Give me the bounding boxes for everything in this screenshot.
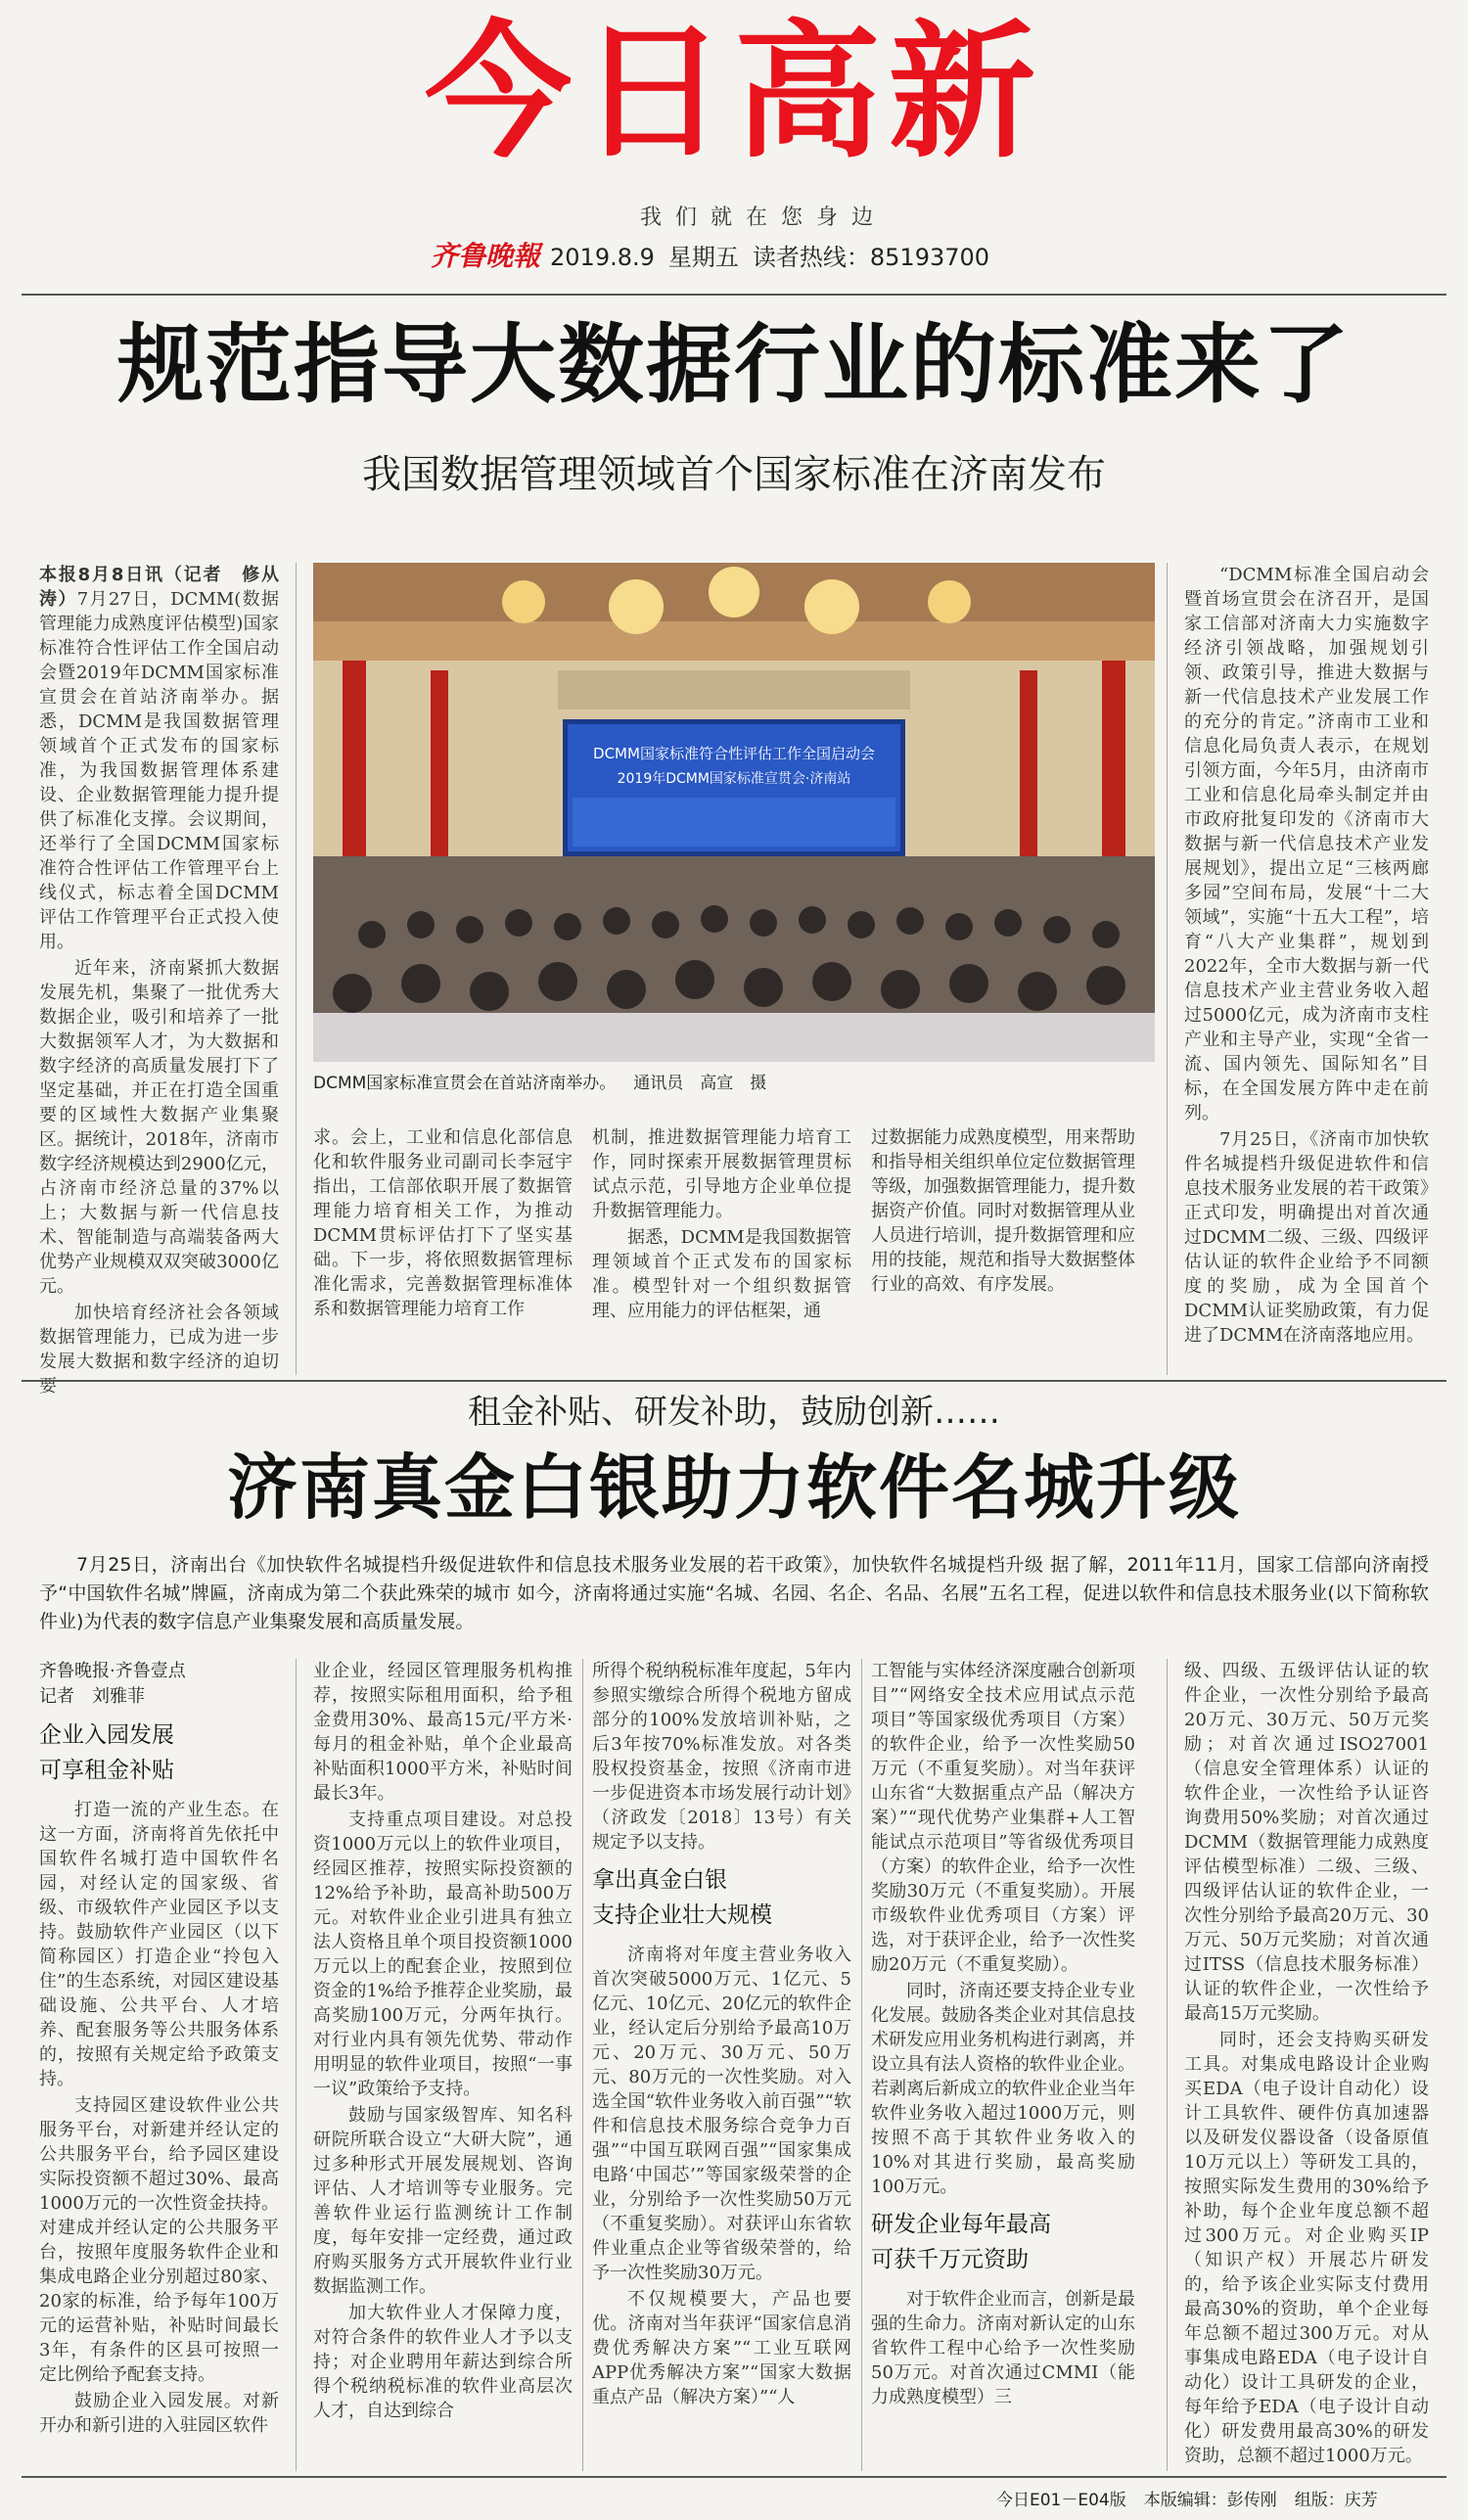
story1-photo [313,563,1155,1062]
story2-paragraph: 业企业，经园区管理服务机构推荐，按照实际租用面积，给予租金费用30%、最高15元/平方米·每月的租金补贴，单个企业最高补贴面积1000平方米，补贴时间最长3年。 [313,1661,573,1804]
masthead-slogan: 我们就在您身边 [639,206,887,230]
story2-column-2 [313,1659,573,2471]
page-footer [979,2486,1448,2510]
masthead-rule [22,294,1446,296]
story2-paragraph: 加大软件业人才保障力度，对符合条件的软件业人才予以支持；对企业聘用年薪达到综合所得个税纳税标准的软件业高层次人才，自达到综合 [313,2303,573,2421]
column-divider [861,1659,862,2471]
story-separator [22,1380,1446,1382]
story1-subheadline: 我国数据管理领域首个国家标准在济南发布 [362,452,1106,497]
screen-line-2: 2019年DCMM国家标准宣贯会·济南站 [617,771,851,787]
story1-paragraph: 近年来，济南紧抓大数据发展先机，集聚了一批优秀大数据企业，吸引和培养了一批大数据领军人才，为大数据和数字经济的高质量发展打下了坚定基础，并正在打造全国重要的区域性大数据产业集聚区。据统计，2018年，济南市数字经济规模达到2900亿元，占济南市经济总量的37%以上；大数据与新一代信息技术、智能制造与高端装备两大优势产业规模双双突破3000亿元。 [39,958,279,1297]
story1-paragraph: “DCMM标准全国启动会暨首场宣贯会在济召开，是国家工信部对济南大力实施数字经济引领战略，加强规划引领、政策引导，推进大数据与新一代信息技术产业发展工作的充分的肯定。”济南市工业和信息化局负责人表示，在规划引领方面，今年5月，由济南市工业和信息化局牵头制定并由市政府批复印发的《济南市大数据与新一代信息技术产业发展规划》，提出立足“三核两廊多园”空间布局，发展“十二大领域”，实施“十五大工程”，培育“八大产业集群”，规划到2022年，全市大数据与新一代信息技术产业主营业务收入超过5000亿元，成为济南市支柱产业和主导产业，实现“全省一流、国内领先、国际知名”目标，在全国发展方阵中走在前列。 [1184,565,1429,1123]
reader-hotline: 读者热线：85193700 [752,244,990,271]
column-divider [582,1659,583,2471]
column-divider [296,1659,297,2471]
story2-headline: 济南真金白银助力软件名城升级 [226,1446,1241,1529]
story2-column-3 [592,1659,851,2471]
story2-paragraph: 济南将对年度主营业务收入首次突破5000万元、1亿元、5亿元、10亿元、20亿元的软件企业，经认定后分别给予最高10万元、20万元、30万元、50万元、80万元的一次性奖励。对入选全国“软件业务收入前百强”“软件和信息技术服务综合竞争力百强”“中国互联网百强”“国家集成电路‘中国芯’”等国家级荣誉的企业，分别给予一次性奖励50万元（不重复奖励）。对获评山东省软件业重点企业等省级荣誉的，给予一次性奖励30万元。 [592,1945,851,2283]
story2-column-5 [1184,1659,1429,2471]
issue-weekday: 星期五 [667,244,739,271]
story1-column-1 [39,563,279,1397]
story1-column-2 [313,1125,573,1375]
story2-paragraph: 鼓励与国家级智库、知名科研院所联合设立“大研大院”，通过多种形式开展发展规划、咨询评估、人才培训等专业服务。完善软件业运行监测统计工作制度，每年安排一定经费，通过政府购买服务方式开展软件业行业数据监测工作。 [313,2105,573,2297]
footer-section: 今日E01－E04版 [996,2491,1126,2510]
story2-paragraph: 同时，还会支持购买研发工具。对集成电路设计企业购买EDA（电子设计自动化）设计工具软件、硬件仿真加速器以及研发仪器设备（设备原值10万元以上）等研发工具的，按照实际发生费用的30%给予补助，每个企业年度总额不超过300万元。对企业购买IP（知识产权）开展芯片研发的，给予该企业实际支付费用最高30%的资助，单个企业每年总额不超过300万元。对从事集成电路EDA（电子设计自动化）设计工具研发的企业，每年给予EDA（电子设计自动化）研发费用最高30%的研发资助，总额不超过1000万元。 [1184,2030,1429,2466]
story1-paragraph: 机制，推进数据管理能力培育工作，同时探索开展数据管理贯标试点示范，引导地方企业单位提升数据管理能力。 [592,1127,851,1221]
story1-paragraph: 求。会上，工业和信息化部信息化和软件服务业司副司长李冠宇指出，工信部依职开展了数据管理能力培育相关工作，为推动DCMM贯标评估打下了坚实基础。下一步，将依照数据管理标准化需求，完善数据管理标准体系和数据管理能力培育工作 [313,1127,573,1319]
story2-subhead-rent: 企业入园发展 可享租金补贴 [39,1722,174,1783]
story2-paragraph: 所得个税纳税标准年度起，5年内参照实缴综合所得个税地方留成部分的100%发放培训补贴，之后3年按70%标准发放。对各类股权投资基金，按照《济南市进一步促进资本市场发展行动计划》（济政发〔2018〕13号）有关规定予以支持。 [592,1661,851,1853]
screen-line-1: DCMM国家标准符合性评估工作全国启动会 [593,745,875,762]
footer-layout: 组版：庆芳 [1294,2491,1378,2510]
story2-paragraph: 级、四级、五级评估认证的软件企业，一次性分别给予最高20万元、30万元、50万元奖励；对首次通过ISO27001（信息安全管理体系）认证的软件企业，一次性给予认证咨询费用50%奖励；对首次通过DCMM（数据管理能力成熟度评估模型标准）二级、三级、四级评估认证的软件企业，一次性分别给予最高20万元、30万元、50万元奖励；对首次通过ITSS（信息技术服务标准）认证的软件企业，一次性给予最高15万元奖励。 [1184,1661,1429,2024]
story2-subhead-scale: 拿出真金白银 支持企业壮大规模 [592,1867,772,1928]
story1-column-3 [592,1125,851,1375]
column-divider [1167,563,1168,1375]
story2-paragraph: 支持重点项目建设。对总投资1000万元以上的软件业项目，经园区推荐，按照实际投资额的12%给予补助，最高补助500万元。对软件业企业引进具有独立法人资格且单个项目投资额1000万元以上的配套企业，按照到位资金的1%给予推荐企业奖励，最高奖励100万元，分两年执行。对行业内具有领先优势、带动作用明显的软件业项目，按照“一事一议”政策给予支持。 [313,1810,573,2099]
footer-editor: 本版编辑：彭传刚 [1143,2491,1277,2510]
masthead-dateline [431,235,1174,274]
story1-column-4 [871,1125,1135,1375]
story2-paragraph: 不仅规模要大，产品也要优。济南对当年获评“国家信息消费优秀解决方案”“工业互联网APP优秀解决方案”“国家大数据重点产品（解决方案）”“人 [592,2289,851,2407]
story1-column-5 [1184,563,1429,1375]
photo-caption: DCMM国家标准宣贯会在首站济南举办。 通讯员 高宣 摄 [313,1074,767,1093]
story2-subhead-rd: 研发企业每年最高 可获千万元资助 [871,2212,1051,2272]
story2-column-4 [871,1659,1135,2471]
story2-byline: 齐鲁晚报·齐鲁壹点 记者 刘雅菲 [39,1661,186,1707]
story2-pre-headline: 租金补贴、研发补助，鼓励创新…… [468,1393,1000,1432]
paper-name: 齐鲁晚報 [431,240,541,272]
story2-column-1 [39,1659,279,2471]
masthead-title: 今日高新 [424,8,1043,178]
story2-paragraph: 同时，济南还要支持企业专业化发展。鼓励各类企业对其信息技术研发应用业务机构进行剥离，并设立具有法人资格的软件业企业。若剥离后新成立的软件业企业当年软件业务收入超过1000万元，则按照不高于其软件业务收入的10%对其进行奖励，最高奖励100万元。 [871,1981,1135,2197]
story2-paragraph: 工智能与实体经济深度融合创新项目”“网络安全技术应用试点示范项目”等国家级优秀项目（方案）的软件企业，给予一次性奖励50万元（不重复奖励）。对当年获评山东省“大数据重点产品（解决方案）”“现代优势产业集群+人工智能试点示范项目”等省级优秀项目（方案）的软件企业，给予一次性奖励30万元（不重复奖励）。开展市级软件业优秀项目（方案）评选，对于获评企业，给予一次性奖励20万元（不重复奖励）。 [871,1661,1135,1975]
column-divider [1167,1659,1168,2471]
story1-paragraph: 7月25日，《济南市加快软件名城提档升级促进软件和信息技术服务业发展的若干政策》正式印发，明确提出对首次通过DCMM二级、三级、四级评估认证的软件企业给予不同额度的奖励，成为全国首个DCMM认证奖励政策，有力促进了DCMM在济南落地应用。 [1184,1129,1429,1346]
story1-lead: 本报8月8日讯（记者 修从涛）7月27日，DCMM(数据管理能力成熟度评估模型)国家标准符合性评估工作全国启动会暨2019年DCMM国家标准宣贯会在首站济南举办。据悉，DCMM是我国数据管理领域首个正式发布的国家标准，为我国数据管理体系建设、企业数据管理能力提升提供了标准化支撑。会议期间，还举行了全国DCMM国家标准符合性评估工作管理平台上线仪式，标志着全国DCMM评估工作管理平台正式投入使用。 [39,565,279,952]
story2-paragraph: 对于软件企业而言，创新是最强的生命力。济南对新认定的山东省软件工程中心给予一次性奖励50万元。对首次通过CMMI（能力成熟度模型）三 [871,2289,1135,2407]
story1-paragraph: 据悉，DCMM是我国数据管理领域首个正式发布的国家标准。模型针对一个组织数据管理、应用能力的评估框架，通 [592,1227,851,1321]
story2-intro: 7月25日，济南出台《加快软件名城提档升级促进软件和信息技术服务业发展的若干政策》，加快软件名城提档升级 据了解，2011年11月，国家工信部向济南授予“中国软件名城”牌匾，济南成为第二个获此殊荣的城市 如今，济南将通过实施“名城、名园、名企、名品、名展”五名工程，促进以软件和信息技术服务业(以下简称软件业)为代表的数字信息产业集聚发展和高质量发展。 [39,1554,1429,1632]
column-divider [296,563,297,1375]
story2-paragraph: 支持园区建设软件业公共服务平台，对新建并经认定的公共服务平台，给予园区建设实际投资额不超过30%、最高1000万元的一次性资金扶持。对建成并经认定的公共服务平台，按照年度服务软件企业和集成电路企业分别超过80家、20家的标准，给予每年100万元的运营补贴，补贴时间最长3年，有条件的区县可按照一定比例给予配套支持。 [39,2095,279,2385]
story1-paragraph: 加快培育经济社会各领域数据管理能力，已成为进一步发展大数据和数字经济的迫切要 [39,1303,279,1397]
story2-paragraph: 打造一流的产业生态。在这一方面，济南将首先依托中国软件名城打造中国软件名园，对经认定的国家级、省级、市级软件产业园区予以支持。鼓励软件产业园区（以下简称园区）打造企业“拎包入住”的生态系统，对园区建设基础设施、公共平台、人才培养、配套服务等公共服务体系的，按照有关规定给予政策支持。 [39,1800,279,2089]
story1-paragraph: 过数据能力成熟度模型，用来帮助和指导相关组织单位定位数据管理等级，加强数据管理能力，提升数据资产价值。同时对数据管理从业人员进行培训，提升数据管理和应用的技能，规范和指导大数据整体行业的高效、有序发展。 [871,1127,1135,1295]
conference-hall-illustration [313,563,1155,1062]
story2-paragraph: 鼓励企业入园发展。对新开办和新引进的入驻园区软件 [39,2391,279,2436]
footer-rule [22,2476,1446,2478]
issue-date: 2019.8.9 [550,244,655,271]
story1-headline: 规范指导大数据行业的标准来了 [116,314,1351,415]
